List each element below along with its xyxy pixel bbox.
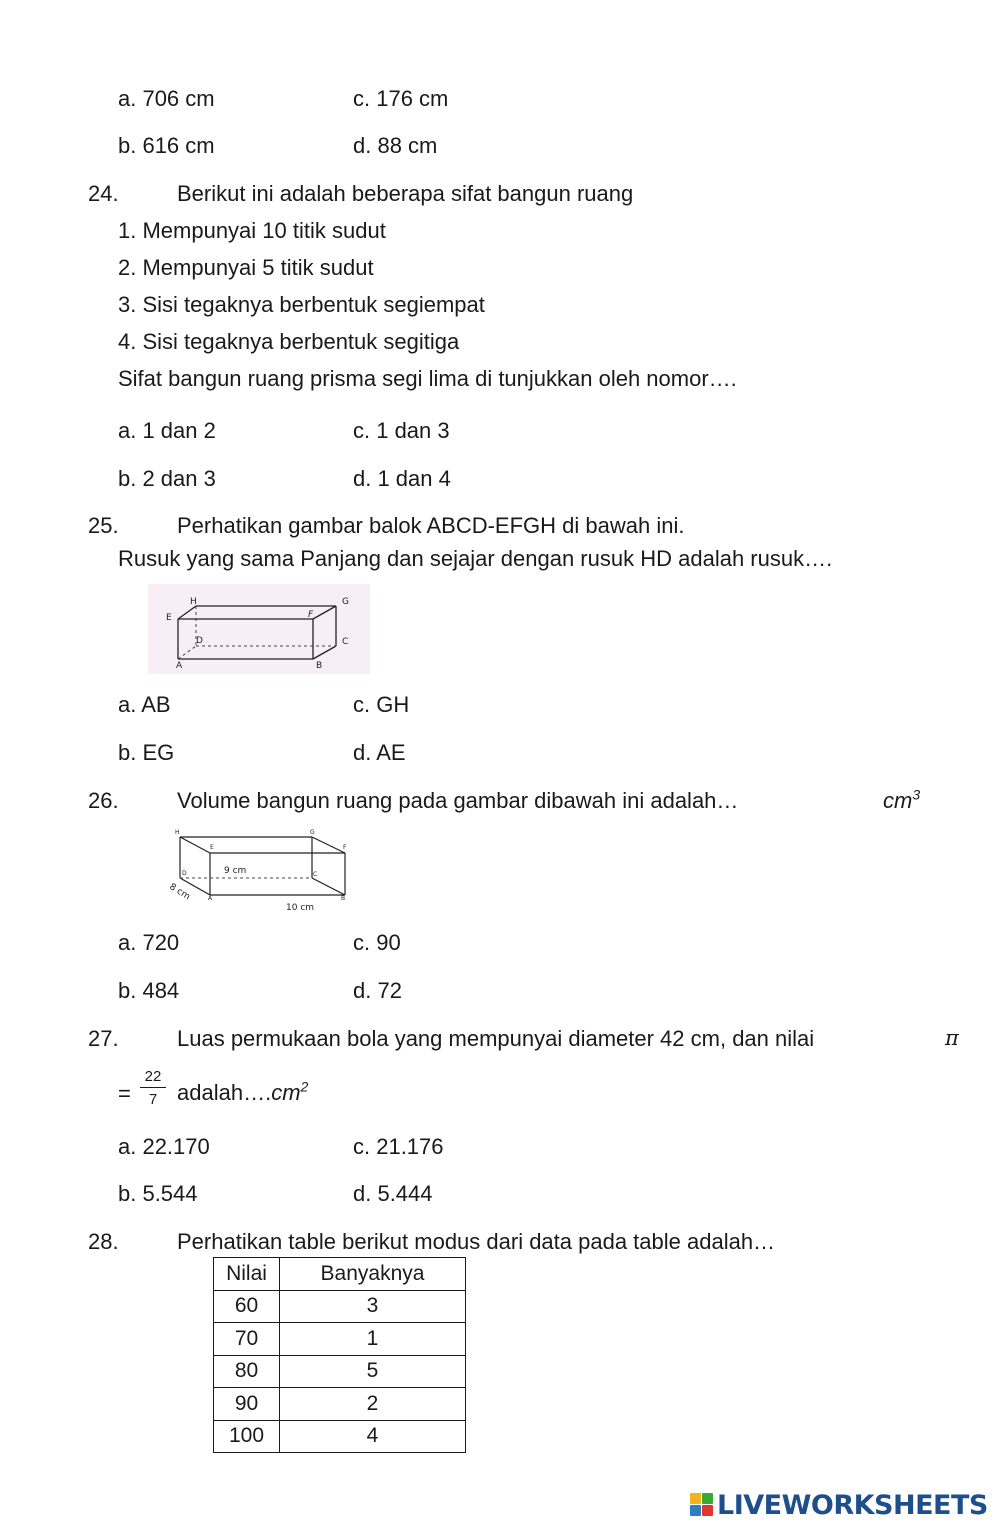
q26-text: Volume bangun ruang pada gambar dibawah ini adalah… <box>177 788 739 813</box>
cell-nilai: 100 <box>214 1420 280 1453</box>
v-label-f: F <box>343 844 347 851</box>
label-h: H <box>190 597 197 607</box>
data-table <box>213 1257 466 1453</box>
cell-banyaknya: 4 <box>280 1420 466 1453</box>
q26-option-a: a. 720 <box>118 930 180 955</box>
cell-nilai: 70 <box>214 1323 280 1356</box>
q25-option-a: a. AB <box>118 692 171 717</box>
label-b: B <box>316 661 323 671</box>
q23-option-d: d. 88 cm <box>353 133 438 158</box>
header-banyaknya: Banyaknya <box>280 1258 466 1291</box>
header-nilai: Nilai <box>214 1258 280 1291</box>
table-row <box>214 1323 466 1356</box>
q28-text: Perhatikan table berikut modus dari data pada table adalah… <box>177 1229 776 1254</box>
q27-text: Luas permukaan bola yang mempunyai diameter 42 cm, dan nilai <box>177 1026 815 1051</box>
v-label-d: D <box>182 870 187 877</box>
q24-text: Berikut ini adalah beberapa sifat bangun ruang <box>177 181 634 206</box>
table-header-row <box>214 1258 466 1291</box>
label-c: C <box>342 637 349 647</box>
table-row <box>214 1290 466 1323</box>
v-label-b: B <box>341 895 346 902</box>
pi-symbol: π <box>945 1026 959 1050</box>
label-d: D <box>196 636 203 646</box>
q26-unit: $cm^3$ <box>883 786 921 813</box>
q24-item-1: 1. Mempunyai 10 titik sudut <box>118 218 386 243</box>
q25-option-d: d. AE <box>353 740 406 765</box>
label-a: A <box>176 661 183 671</box>
fraction-22-7 <box>140 1069 166 1107</box>
cell-banyaknya: 5 <box>280 1355 466 1388</box>
length-label: 10 cm <box>286 903 315 913</box>
v-label-e: E <box>210 844 214 851</box>
label-f: F <box>308 610 314 620</box>
cell-nilai: 90 <box>214 1388 280 1421</box>
width-label: 8 cm <box>167 882 192 903</box>
cuboid-figure-volume <box>160 825 360 917</box>
cell-banyaknya: 1 <box>280 1323 466 1356</box>
q23-option-b: b. 616 cm <box>118 133 215 158</box>
liveworksheets-logo-icon <box>690 1493 714 1517</box>
height-label: 9 cm <box>224 866 247 876</box>
q24-option-c: c. 1 dan 3 <box>353 418 450 443</box>
q23-option-c: c. 176 cm <box>353 86 449 111</box>
v-label-h: H <box>175 829 180 836</box>
q25-option-c: c. GH <box>353 692 410 717</box>
q27-option-c: c. 21.176 <box>353 1134 444 1159</box>
v-label-c: C <box>313 871 318 878</box>
q26-number: 26. <box>88 788 119 813</box>
table-row <box>214 1355 466 1388</box>
table-row <box>214 1388 466 1421</box>
q27-equals: = <box>118 1081 131 1106</box>
q28-number: 28. <box>88 1229 119 1254</box>
q25-question: Rusuk yang sama Panjang dan sejajar dengan rusuk HD adalah rusuk…. <box>118 546 833 571</box>
q24-item-2: 2. Mempunyai 5 titik sudut <box>118 255 374 280</box>
q26-option-d: d. 72 <box>353 978 402 1003</box>
q27-option-b: b. 5.544 <box>118 1181 198 1206</box>
q24-option-b: b. 2 dan 3 <box>118 466 216 491</box>
cuboid-figure-abcd-efgh <box>148 584 370 674</box>
fraction-denominator: 7 <box>148 1091 158 1108</box>
q23-option-a: a. 706 cm <box>118 86 215 111</box>
cell-nilai: 60 <box>214 1290 280 1323</box>
label-e: E <box>166 613 172 623</box>
q25-option-b: b. EG <box>118 740 175 765</box>
cell-banyaknya: 3 <box>280 1290 466 1323</box>
v-label-a: A <box>208 895 213 902</box>
q24-question: Sifat bangun ruang prisma segi lima di tunjukkan oleh nomor…. <box>118 366 737 391</box>
q27-option-a: a. 22.170 <box>118 1134 210 1159</box>
label-g: G <box>342 597 349 607</box>
table-row <box>214 1420 466 1453</box>
q24-item-3: 3. Sisi tegaknya berbentuk segiempat <box>118 292 485 317</box>
q25-text: Perhatikan gambar balok ABCD-EFGH di bawah ini. <box>177 513 685 538</box>
q24-option-a: a. 1 dan 2 <box>118 418 216 443</box>
q26-option-c: c. 90 <box>353 930 401 955</box>
q27-number: 27. <box>88 1026 119 1051</box>
q26-option-b: b. 484 <box>118 978 180 1003</box>
liveworksheets-logo-text: LIVEWORKSHEETS <box>717 1489 988 1521</box>
q27-option-d: d. 5.444 <box>353 1181 433 1206</box>
q27-tail: $adalah\dots.cm^2$ <box>177 1078 309 1105</box>
q24-number: 24. <box>88 181 119 206</box>
q25-number: 25. <box>88 513 119 538</box>
cell-nilai: 80 <box>214 1355 280 1388</box>
cell-banyaknya: 2 <box>280 1388 466 1421</box>
q24-option-d: d. 1 dan 4 <box>353 466 451 491</box>
fraction-numerator: 22 <box>140 1069 166 1088</box>
q24-item-4: 4. Sisi tegaknya berbentuk segitiga <box>118 329 460 354</box>
liveworksheets-logo[interactable] <box>690 1489 988 1521</box>
v-label-g: G <box>310 829 315 836</box>
